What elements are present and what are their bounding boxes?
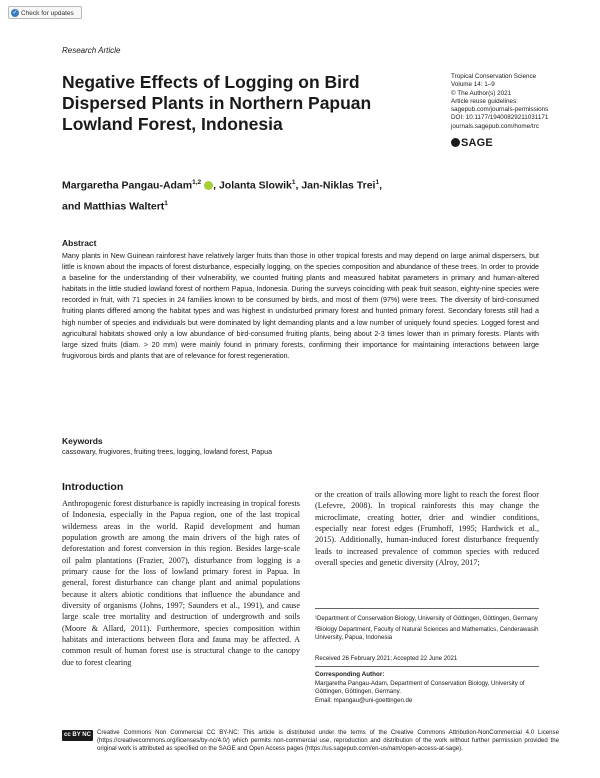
author-name: and Matthias Waltert — [62, 200, 165, 212]
keywords-heading: Keywords — [62, 436, 103, 446]
sage-logo-mark — [451, 138, 460, 147]
author-affiliation-marker: 1 — [375, 179, 380, 186]
article-type: Research Article — [62, 46, 121, 55]
author-affiliation-marker: 1 — [164, 199, 168, 207]
sage-logo — [451, 137, 493, 149]
update-icon: ✓ — [12, 10, 18, 17]
journal-info — [451, 73, 591, 131]
footnote-divider — [315, 608, 539, 609]
affiliation-1: ¹Department of Conservation Biology, University of Göttingen, Göttingen, Germany — [315, 615, 538, 622]
paper-title: Negative Effects of Logging on Bird Dispersed Plants in Northern Papuan Lowland Forest, Indonesia — [62, 72, 372, 134]
corresponding-author-email[interactable]: Email: mpangau@uni-goettingen.de — [315, 696, 413, 704]
author-list: Margaretha Pangau-Adam$^{1,2}$ , Jolanta Slowik$^1$, Jan-Niklas Trei$^1$, and Matthias Waltert$^1$ — [62, 179, 383, 212]
license-text: Creative Commons Non Commercial CC BY-NC: This article is distributed under the terms of the Creative Commons Attribution-NonCommercial 4.0 License (https://creativecommons.org/licenses/by-nc/4.0/) which permits non-commercial use, reproduction and distribution of the work without further permission provided the original work is attributed as specified on the SAGE and Open Access pages (https://us.sagepub.com/en-us/nam/open-access-at-sage). — [97, 729, 559, 753]
cc-by-nc-icon: cc BY NC — [62, 730, 93, 741]
introduction-heading: Introduction — [62, 481, 124, 493]
affiliations — [315, 615, 539, 645]
check-for-updates-label: Check for updates — [21, 10, 74, 17]
author-affiliation-marker: 1,2 — [192, 179, 202, 186]
author-affiliation-marker: 1 — [291, 179, 296, 186]
journal-permissions-link[interactable]: sagepub.com/journals-permissions — [451, 106, 549, 114]
corresponding-author-details — [315, 680, 539, 705]
sage-logo-text: SAGE — [461, 137, 493, 149]
author-name: Margaretha Pangau-Adam — [62, 179, 193, 192]
journal-doi[interactable]: DOI: 10.1177/19400829211031171 — [451, 114, 549, 122]
author-name: Jolanta Slowik — [218, 179, 292, 192]
affiliation-2: ²Biology Department, Faculty of Natural Sciences and Mathematics, Cenderawasih University, Papua, Indonesia — [315, 625, 539, 642]
keywords-text: cassowary, frugivores, fruiting trees, logging, lowland forest, Papua — [62, 448, 273, 456]
received-dates: Received 26 February 2021; Accepted 22 June 2021 — [315, 655, 458, 662]
corresponding-divider — [315, 666, 539, 667]
journal-copyright: © The Author(s) 2021 — [451, 89, 512, 97]
journal-name: Tropical Conservation Science — [451, 73, 537, 80]
journal-reuse-label: Article reuse guidelines: — [451, 97, 518, 105]
introduction-right-column: or the creation of trails allowing more light to reach the forest floor (Lefevre, 2008). In tropical rainforests this may change the microclimate, creating hotter, drier and windier conditions, especially near forest edges (Frumhoff, 1995; Hardwick et al., 2015). Additionally, human-induced forest disturbance frequently leads to increased prevalence of common species with reduced overall species and genetic diversity (Alroy, 2017; — [315, 490, 539, 568]
author-name: Jan-Niklas Trei — [301, 179, 376, 192]
introduction-left-column: Anthropogenic forest disturbance is rapidly increasing in tropical forests of Indonesia, especially in the Papua region, one of the last tropical wilderness areas in the world. Rapid development and human population growth are among the main drivers of the high rates of deforestation and forest conversion in this region. Besides large-scale oil palm plantations (Frazier, 2007), disturbance from logging is a primary cause for the loss of lowland primary forest in Papua. In general, forest disturbance can change plant and animal populations because it alters abiotic conditions that influence the abundance and diversity of organisms (Johns, 1997; Saunders et al., 1991), and cause large scale tree mortality and destruction of undergrowth and soils (Moore & Allard, 2011). Furthermore, species composition within habitats and interactions between flora and fauna may be affected. A common result of human forest use is structural change to the canopy due to forest clearing — [62, 499, 300, 667]
journal-volume: Volume 14: 1–9 — [451, 81, 495, 89]
abstract-heading: Abstract — [62, 238, 97, 248]
journal-home-link[interactable]: journals.sagepub.com/home/trc — [451, 122, 539, 130]
corresponding-author-name: Margaretha Pangau-Adam, Department of Conservation Biology, University of Göttingen, Göttingen, Germany. — [315, 680, 525, 696]
orcid-icon[interactable] — [204, 181, 213, 190]
abstract-text: Many plants in New Guinean rainforest have relatively larger fruits than those in other tropical forests and may depend on large animal dispersers, but little is known about the impacts of forest disturbance, especially logging, on the species composition and abundance of these trees. In order to provide a baseline for the understanding of their vulnerability, we counted fruiting plants and measured habitat parameters in primary and human-altered habitats in the little studied lowland forest of northern Papua, Indonesia. During the surveys coinciding with peak fruit season, eighty-nine species were recorded in fruit, with 71 species in 24 families known to be consumed by birds, and most of them (97%) were trees. The diversity of bird-consumed fruiting plants differed among the habitat types and was highest in undisturbed primary forest and hunted primary forest. Secondary forests still had a high number of species and individuals but were dominated by light demanding plants and a low number of uniquely found species. Logged forest and agricultural habitats showed only a low abundance of bird-consumed fruiting plants, being about 2-3 times lower than in primary forests. Plants with large sized fruits (diam. > 20 mm) were mainly found in primary forests, confirming their importance for maintaining interactions between large frugivorous birds and plants that are of relevance for forest regeneration. — [62, 252, 539, 360]
corresponding-author-heading: Corresponding Author: — [315, 671, 385, 678]
check-for-updates-badge[interactable] — [8, 6, 82, 19]
